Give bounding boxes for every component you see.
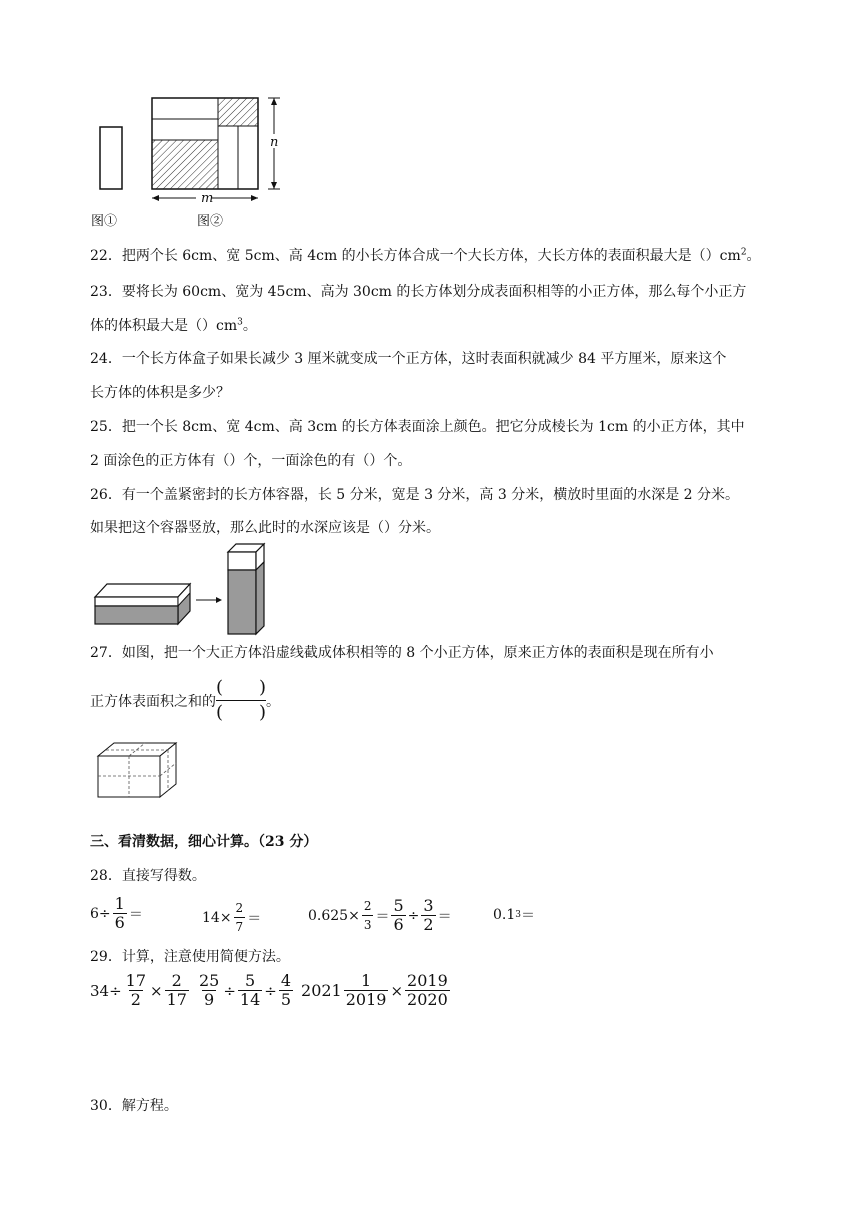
question-25-line1: 25．把一个长 8cm、宽 4cm、高 3cm 的长方体表面涂上颜色。把它分成棱长为 1cm 的小正方体，其中 [90, 419, 745, 435]
question-23-line1: 23．要将长为 60cm、宽为 45cm、高为 30cm 的长方体划分成表面积相等的小正方体，那么每个小正方 [90, 284, 747, 300]
question-24-line1: 24．一个长方体盒子如果长减少 3 厘米就变成一个正方体，这时表面积就减少 84 平方厘米，原来这个 [90, 351, 727, 367]
label-m: m [201, 191, 214, 206]
q28-item-c: 0.625× $\frac{2}{3}$ ＝ $\frac{5}{6}$ ÷ $\frac{3}{2}$ ＝ [308, 896, 452, 934]
question-26-line2: 如果把这个容器竖放，那么此时的水深应该是（）分米。 [90, 520, 440, 536]
question-26-line1: 26．有一个盖紧密封的长方体容器，长 5 分米，宽是 3 分米，高 3 分米，横放时里面的水深是 2 分米。 [90, 487, 740, 503]
container-figure [90, 540, 270, 640]
section-3-heading: 三、看清数据，细心计算。（23 分） [90, 834, 318, 850]
q28-item-a: 6÷ $\frac{1}{6}$ ＝ [90, 894, 143, 932]
question-23-line2: 体的体积最大是$()cm^3$。 [90, 317, 257, 334]
question-28: 28．直接写得数。 [90, 868, 206, 884]
figure1-strip [100, 127, 122, 189]
question-30: 30．解方程。 [90, 1098, 178, 1114]
hatched-bottom-left [152, 140, 218, 189]
question-22: 22．把两个长 6cm、宽 5cm、高 4cm 的小长方体合成一个大长方体，大长方体的表面积最大是$()cm^2$。 [90, 247, 761, 264]
q29-expressions: 34÷ $\frac{17}{2}$ × $\frac{2}{17}$ $\frac{25}{9}$ ÷ $\frac{5}{14}$ ÷ $\frac{4}{5}$ 2021 $\frac{1}{2019}$ × $\frac{2019}{2020}$ [90, 971, 448, 1009]
hatched-top-right [218, 98, 258, 126]
question-27-line1: 27．如图，把一个大正方体沿虚线截成体积相等的 8 个小正方体，原来正方体的表面积是现在所有小 [90, 645, 714, 661]
q28-item-d: 0.1 3 ＝ [493, 907, 535, 924]
rectangle-figure [90, 92, 290, 232]
answer-blank-fraction[interactable]: ( ) ( ) [216, 677, 267, 723]
cube-figure [95, 740, 185, 800]
question-29: 29．计算，注意使用简便方法。 [90, 949, 290, 965]
question-24-line2: 长方体的体积是多少？ [90, 385, 230, 401]
q28-item-b: 14× $\frac{2}{7}$ ＝ [202, 901, 262, 934]
question-27-line2: 正方体表面积之和的 ( ) ( ) 。 [90, 677, 281, 723]
caption-figure2: 图② [197, 214, 224, 229]
label-n: n [270, 135, 279, 150]
question-25-line2: 2 面涂色的正方体有（）个，一面涂色的有（）个。 [90, 453, 412, 469]
caption-figure1: 图① [91, 214, 118, 229]
